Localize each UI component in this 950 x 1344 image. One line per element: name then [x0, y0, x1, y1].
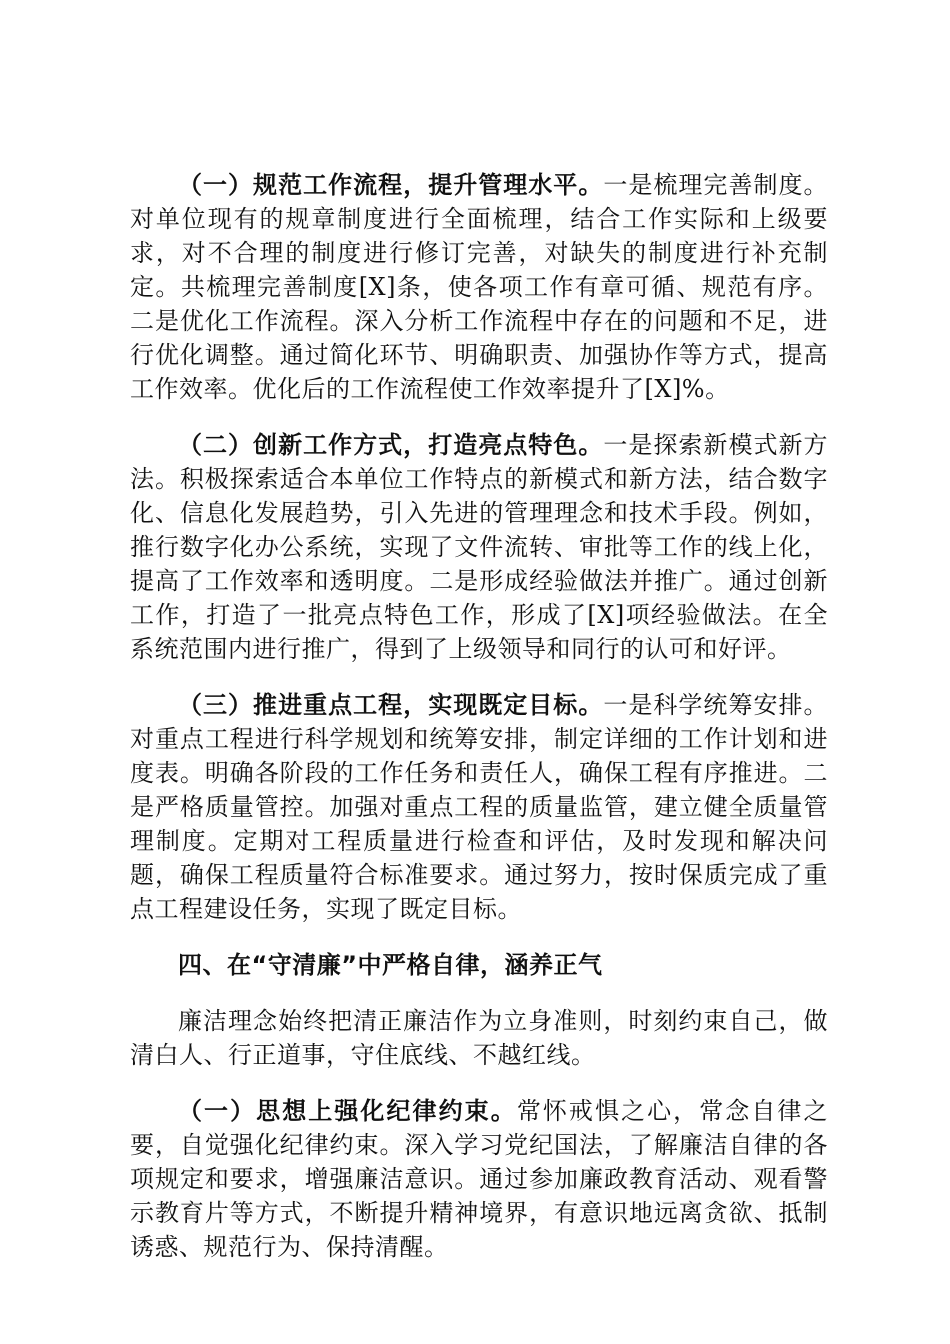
- paragraph-lead: （一）思想上强化纪律约束。: [178, 1097, 517, 1125]
- paragraph-lead: （一）规范工作流程，提升管理水平。: [178, 171, 604, 199]
- paragraph-integrity-intro: 廉洁理念始终把清正廉洁作为立身准则，时刻约束自己，做清白人、行正道事，守住底线、不越红线。: [130, 1007, 828, 1069]
- document-page: [130, 168, 828, 1286]
- paragraph-innovate-methods: [130, 428, 828, 666]
- paragraph-lead: （三）推进重点工程，实现既定目标。: [178, 691, 604, 719]
- paragraph-body: 一是探索新模式新方法。积极探索适合本单位工作特点的新模式和新方法，结合数字化、信息化发展趋势，引入先进的管理理念和技术手段。例如，推行数字化办公系统，实现了文件流转、审批等工作的线上化，提高了工作效率和透明度。二是形成经验做法并推广。通过创新工作，打造了一批亮点特色工作，形成了[X]项经验做法。在全系统范围内进行推广，得到了上级领导和同行的认可和好评。: [130, 431, 829, 663]
- section-heading: 四、在“守清廉”中严格自律，涵养正气: [178, 951, 603, 979]
- paragraph-body: 一是科学统筹安排。对重点工程进行科学规划和统筹安排，制定详细的工作计划和进度表。明确各阶段的工作任务和责任人，确保工程有序推进。二是严格质量管控。加强对重点工程的质量监管，建立健全质量管理制度。定期对工程质量进行检查和评估，及时发现和解决问题，确保工程质量符合标准要求。通过努力，按时保质完成了重点工程建设任务，实现了既定目标。: [130, 691, 829, 923]
- paragraph-standardize-workflow: [130, 168, 828, 406]
- paragraph-key-projects: [130, 688, 828, 926]
- paragraph-body: 一是梳理完善制度。对单位现有的规章制度进行全面梳理，结合工作实际和上级要求，对不合理的制度进行修订完善，对缺失的制度进行补充制定。共梳理完善制度[X]条，使各项工作有章可循、规范有序。二是优化工作流程。深入分析工作流程中存在的问题和不足，进行优化调整。通过简化环节、明确职责、加强协作等方式，提高工作效率。优化后的工作流程使工作效率提升了[X]%。: [130, 171, 829, 403]
- paragraph-lead: （二）创新工作方式，打造亮点特色。: [178, 431, 604, 459]
- paragraph-discipline: [130, 1094, 828, 1264]
- paragraph-body: 常怀戒惧之心，常念自律之要，自觉强化纪律约束。深入学习党纪国法，了解廉洁自律的各项规定和要求，增强廉洁意识。通过参加廉政教育活动、观看警示教育片等方式，不断提升精神境界，有意识地远离贪欲、抵制诱惑、规范行为、保持清醒。: [130, 1097, 828, 1261]
